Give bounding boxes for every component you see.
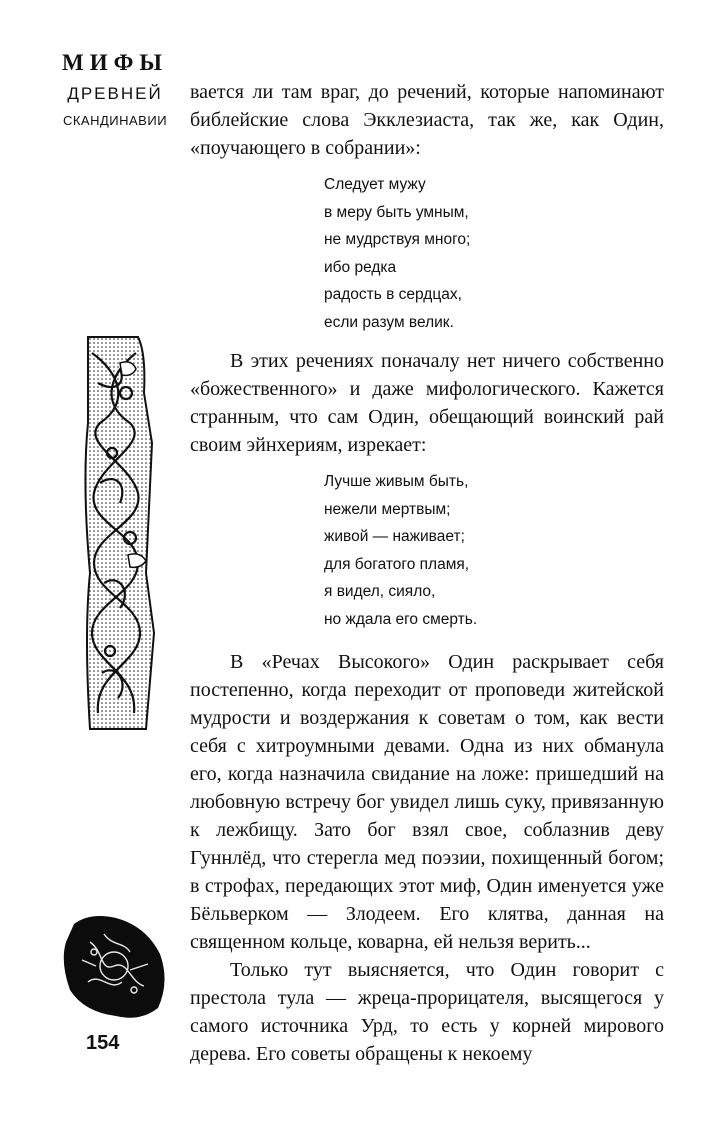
verse-stanza-2 xyxy=(324,468,664,633)
verse-stanza-1 xyxy=(324,171,664,336)
verse-line: если разум велик. xyxy=(324,313,454,331)
main-text xyxy=(190,78,664,1068)
verse-line: для богатого пламя, xyxy=(324,555,470,573)
verse-line: радость в сердцах, xyxy=(324,286,462,303)
header-line-1: МИФЫ xyxy=(62,50,168,75)
header-line-2: ДРЕВНЕЙ xyxy=(67,84,163,103)
ornament-carving-illustration xyxy=(80,333,160,733)
paragraph-4: Только тут выясняется, что Один говорит с престола тула — жреца-прорицателя, высящегося у самого источника Урд, то есть у корней мирового дерева. Его советы обращены к некоему xyxy=(190,959,664,1065)
section-header xyxy=(60,50,170,130)
verse-line: но ждала его смерть. xyxy=(324,610,478,628)
rune-stone-illustration xyxy=(60,912,170,1022)
paragraph-3: В «Речах Высокого» Один раскрывает себя постепенно, когда переходит от проповеди житейской мудрости и воздержания к советам о том, как вести себя с хитроумными девами. Одна из них обманула его, когда назначила свидание на ложе: пришедший на любовную встречу бог увидел лишь суку, привязанную к лежбищу. Зато бог взял свое, соблазнив деву Гуннлёд, что стерегла мед поэзии, похищенный богом; в строфах, передающих этот миф, Один именуется уже Бёльверком — Злодеем. Его клятва, данная на священном кольце, коварна, ей нельзя верить... xyxy=(190,651,664,953)
page-number: 154 xyxy=(86,1032,120,1054)
verse-line: нежели мертвым; xyxy=(324,500,451,518)
verse-line: в меру быть умным, xyxy=(324,203,469,221)
verse-line: Лучше живым быть, xyxy=(324,473,469,490)
verse-line: Следует мужу xyxy=(324,176,426,193)
verse-line: ибо редка xyxy=(324,258,397,276)
header-line-3: СКАНДИНАВИИ xyxy=(62,113,168,128)
verse-line: я видел, сияло, xyxy=(324,583,436,600)
paragraph-2: В этих речениях поначалу нет ничего собственно «божественного» и даже мифологического. Кажется странным, что сам Один, обещающий воинский рай своим эйнхериям, изрекает: xyxy=(190,350,664,456)
verse-line: живой — наживает; xyxy=(324,528,465,545)
verse-line: не мудрствуя много; xyxy=(324,231,471,248)
paragraph-1: вается ли там враг, до речений, которые напоминают библейские слова Экклезиаста, так же, как Один, «поучающего в собрании»: xyxy=(190,81,664,159)
